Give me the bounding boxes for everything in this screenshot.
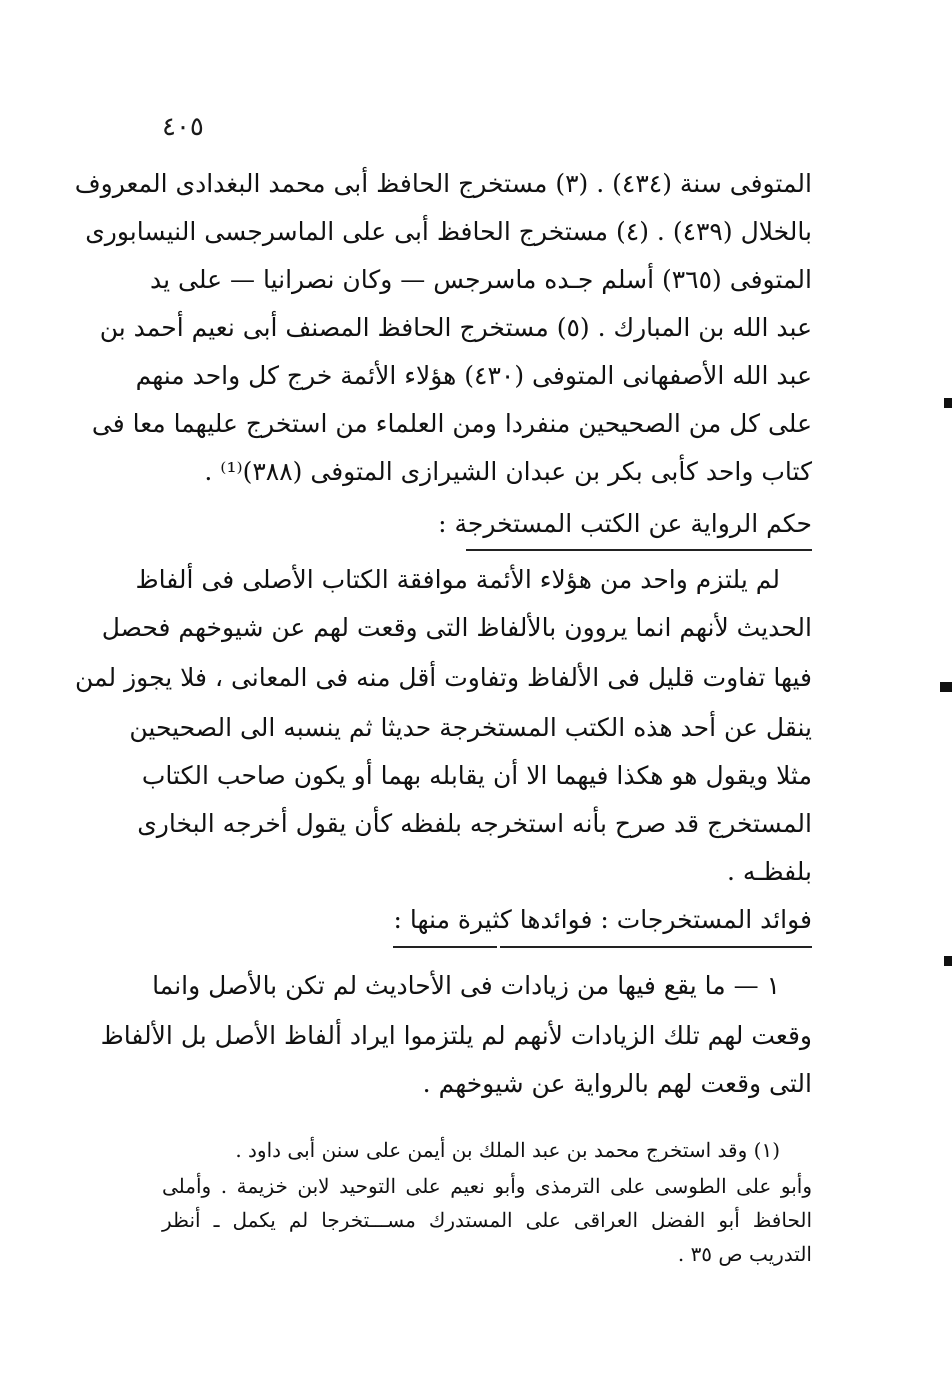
scan-edge-mark [944,398,952,408]
section-heading-benefits: فوائد المستخرجات : فوائدها كثيرة منها : [393,905,812,934]
paragraph-1-line-7: كتاب واحد كأبى بكر بن عبدان الشيرازى المتوفى (٣٨٨)⁽¹⁾ . [204,457,812,486]
footnote-line-2: وأبو على الطوسى على الترمذى وأبو نعيم على التوحيد لابن خزيمة . وأملى [162,1174,812,1198]
page-number: ٤٠٥ [162,112,204,142]
paragraph-3-line-1: ١ — ما يقع فيها من زيادات فى الأحاديث لم تكن بالأصل وانما [152,971,780,1000]
footnote-line-4: التدريب ص ٣٥ . [677,1242,812,1266]
paragraph-3-line-2: وقعت لهم تلك الزيادات لأنهم لم يلتزموا ايراد ألفاظ الأصل بل الألفاظ [100,1021,812,1050]
footnote-line-3: الحافظ أبو الفضل العراقى على المستدرك مســـتخرجا لم يكمل ـ أنظر [162,1208,812,1232]
heading-2-underline-left [393,946,497,948]
paragraph-1-line-3: المتوفى (٣٦٥) أسلم جـده ماسرجس — وكان نصرانيا — على يد [150,265,812,294]
paragraph-1-line-1: المتوفى سنة (٤٣٤) . (٣) مستخرج الحافظ أبى محمد البغدادى المعروف [74,169,812,198]
heading-2-underline-right [500,946,812,948]
paragraph-1-line-6: على كل من الصحيحين منفردا ومن العلماء من استخرج عليهما معا فى [91,409,812,438]
footnote-line-1: (١) وقد استخرج محمد بن عبد الملك بن أيمن على سنن أبى داود . [235,1138,780,1162]
paragraph-1-line-4: عبد الله بن المبارك . (٥) مستخرج الحافظ المصنف أبى نعيم أحمد بن [99,313,812,342]
scan-edge-mark [944,956,952,966]
scan-edge-mark [940,682,952,692]
heading-1-underline [466,549,812,551]
paragraph-2-line-3: فيها تفاوت قليل فى الألفاظ وتفاوت أقل منه فى المعانى ، فلا يجوز لمن [75,663,812,692]
section-heading-narration: حكم الرواية عن الكتب المستخرجة : [438,509,812,538]
paragraph-1-line-2: بالخلال (٤٣٩) . (٤) مستخرج الحافظ أبى على الماسرجسى النيسابورى [85,217,812,246]
paragraph-2-line-1: لم يلتزم واحد من هؤلاء الأئمة موافقة الكتاب الأصلى فى ألفاظ [135,565,780,594]
paragraph-1-line-5: عبد الله الأصفهانى المتوفى (٤٣٠) هؤلاء الأئمة خرج كل واحد منهم [135,361,812,390]
paragraph-2-line-6: المستخرج قد صرح بأنه استخرجه بلفظه كأن يقول أخرجه البخارى [137,809,812,838]
paragraph-2-line-7: بلفظـه . [726,857,812,886]
paragraph-2-line-2: الحديث لأنهم انما يروون بالألفاظ التى وقعت لهم عن شيوخهم فحصل [101,613,812,642]
paragraph-2-line-4: ينقل عن أحد هذه الكتب المستخرجة حديثا ثم ينسبه الى الصحيحين [129,713,812,742]
paragraph-2-line-5: مثلا ويقول هو هكذا فيهما الا أن يقابله بهما أو يكون صاحب الكتاب [141,761,812,790]
paragraph-3-line-3: التى وقعت لهم بالرواية عن شيوخهم . [422,1069,812,1098]
